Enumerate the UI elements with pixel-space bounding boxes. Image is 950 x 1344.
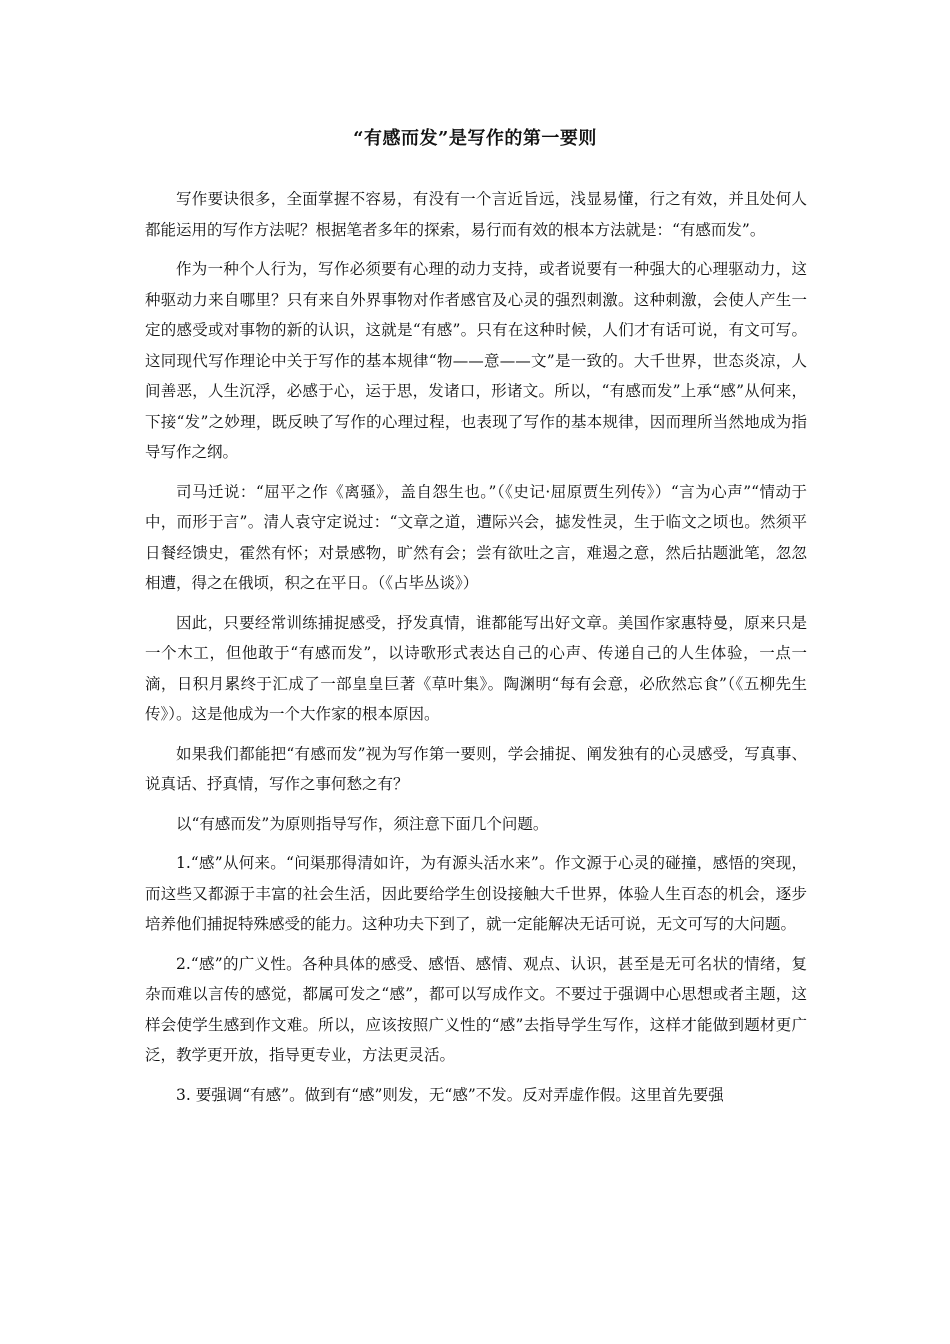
paragraph-9: 3. 要强调“有感”。做到有“感”则发，无“感”不发。反对弄虚作假。这里首先要强: [176, 1085, 724, 1104]
paragraph-4: 因此，只要经常训练捕捉感受，抒发真情，谁都能写出好文章。美国作家惠特曼，原来只是一个木工，但他敢于“有感而发”，以诗歌形式表达自己的心声、传递自己的人生体验，一点一滴，日积月累终于汇成了一部皇皇巨著《草叶集》。陶渊明“每有会意，必欣然忘食”（《五柳先生传》）。这是他成为一个大作家的根本原因。: [145, 613, 807, 723]
paragraph-7: 1.“感”从何来。“问渠那得清如许，为有源头活水来”。作文源于心灵的碰撞，感悟的突现，而这些又都源于丰富的社会生活，因此要给学生创设接触大千世界，体验人生百态的机会，逐步培养他们捕捉特殊感受的能力。这种功夫下到了，就一定能解决无话可说，无文可写的大问题。: [145, 854, 807, 933]
page-title: “有感而发”是写作的第一要则: [353, 128, 597, 149]
paragraph-3: 司马迁说：“屈平之作《离骚》，盖自怨生也。”（《史记·屈原贾生列传》）“言为心声”“情动于中，而形于言”。清人袁守定说过：“文章之道，遭际兴会，摅发性灵，生于临文之顷也。然须平日餐经馈史，霍然有怀；对景感物，旷然有会；尝有欲吐之言，难遏之意，然后拈题泚笔，忽忽相遭，得之在俄顷，积之在平日。（《占毕丛谈》）: [145, 482, 807, 592]
paragraph-6: 以“有感而发”为原则指导写作，须注意下面几个问题。: [176, 814, 549, 833]
paragraph-5: 如果我们都能把“有感而发”视为写作第一要则，学会捕捉、阐发独有的心灵感受，写真事、说真话、抒真情，写作之事何愁之有？: [145, 744, 807, 793]
document-body: [145, 184, 807, 1119]
paragraph-2: 作为一种个人行为，写作必须要有心理的动力支持，或者说要有一种强大的心理驱动力，这种驱动力来自哪里？只有来自外界事物对作者感官及心灵的强烈刺激。这种刺激，会使人产生一定的感受或对事物的新的认识，这就是“有感”。只有在这种时候，人们才有话可说，有文可写。这同现代写作理论中关于写作的基本规律“物——意——文”是一致的。大千世界，世态炎凉，人间善恶，人生沉浮，必感于心，运于思，发诸口，形诸文。所以，“有感而发”上承“感”从何来，下接“发”之妙理，既反映了写作的心理过程，也表现了写作的基本规律，因而理所当然地成为指导写作之纲。: [145, 260, 807, 461]
paragraph-1: 写作要诀很多，全面掌握不容易，有没有一个言近旨远，浅显易懂，行之有效，并且处何人都能运用的写作方法呢？根据笔者多年的探索，易行而有效的根本方法就是：“有感而发”。: [145, 190, 807, 239]
paragraph-8: 2.“感”的广义性。各种具体的感受、感悟、感情、观点、认识，甚至是无可名状的情绪，复杂而难以言传的感觉，都属可发之“感”，都可以写成作文。不要过于强调中心思想或者主题，这样会使学生感到作文难。所以，应该按照广义性的“感”去指导学生写作，这样才能做到题材更广泛，教学更开放，指导更专业，方法更灵活。: [145, 954, 807, 1064]
